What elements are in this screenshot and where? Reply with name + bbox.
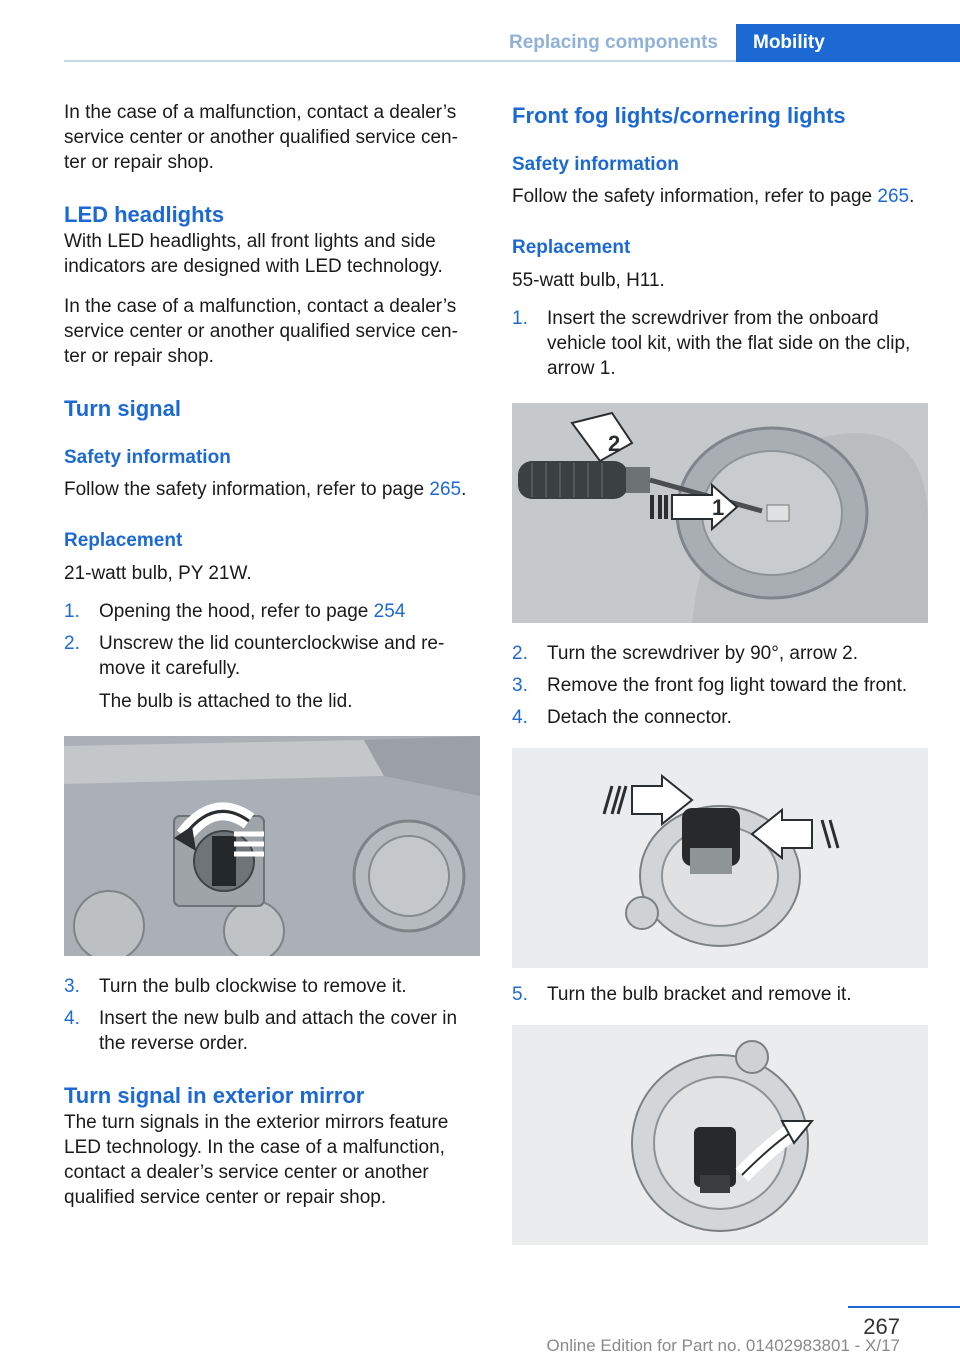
footer-rule: [848, 1306, 960, 1308]
fog-replacement-heading: Replacement: [512, 237, 631, 258]
turn-step-2-note: The bulb is attached to the lid.: [99, 691, 353, 712]
mirror-paragraph: The turn signals in the exterior mirrors feature LED technology. In the case of a malfunction, contact a dealer’s service center or another qualified service center or repair shop.: [64, 1112, 449, 1208]
arrow-1-label: 1: [712, 495, 725, 520]
fog-bulb-spec: 55-watt bulb, H11.: [512, 270, 665, 291]
fog-lights-heading: Front fog lights/cornering lights: [512, 103, 846, 128]
turn-safety-text: Follow the safety information, refer to page 265.: [64, 479, 467, 500]
turn-replacement-heading: Replacement: [64, 530, 183, 551]
fog-safety-heading: Safety information: [512, 154, 679, 175]
mirror-turn-signal-heading: Turn signal in exterior mirror: [64, 1083, 365, 1108]
fog-step-3: 3. Remove the front fog light toward the front.: [512, 675, 908, 696]
header-chapter-tab: Mobility: [736, 24, 960, 62]
turn-step-4: 4. Insert the new bulb and attach the cover in the reverse order.: [64, 1008, 458, 1054]
fog-safety-text: Follow the safety information, refer to page 265.: [512, 186, 915, 207]
left-column: [64, 100, 480, 1210]
arrow-2-label: 2: [608, 431, 621, 456]
turn-bulb-spec: 21-watt bulb, PY 21W.: [64, 563, 252, 584]
fog-step-5: 5. Turn the bulb bracket and remove it.: [512, 984, 852, 1005]
turn-safety-page-link[interactable]: 265: [429, 479, 462, 500]
edition-footer: Online Edition for Part no. 01402983801 - X/17: [546, 1336, 900, 1355]
page-number: 267: [863, 1314, 900, 1339]
led-paragraph-1: With LED headlights, all front lights and side indicators are designed with LED technology.: [64, 231, 443, 277]
fog-step-4: 4. Detach the connector.: [512, 707, 732, 728]
turn-step-3: 3. Turn the bulb clockwise to remove it.: [64, 976, 407, 997]
right-column: [512, 100, 928, 1245]
fog-light-screwdriver-illustration: [512, 403, 928, 623]
turn-signal-lid-illustration: [64, 736, 480, 956]
led-paragraph-2: In the case of a malfunction, contact a dealer’s service center or another qualified service cen‐ter or repair shop.: [64, 296, 458, 367]
bulb-bracket-illustration: [512, 1025, 928, 1245]
header-section-title: Replacing components: [508, 32, 718, 53]
intro-paragraph: In the case of a malfunction, contact a dealer’s service center or another qualified service cen‐ter or repair shop.: [64, 102, 458, 173]
turn-step-2: 2. Unscrew the lid counterclockwise and re‐move it carefully. The bulb is attached to the lid.: [64, 631, 480, 714]
fog-connector-illustration: [512, 748, 928, 968]
turn-safety-heading: Safety information: [64, 447, 231, 468]
led-headlights-heading: LED headlights: [64, 202, 225, 227]
turn-signal-heading: Turn signal: [64, 396, 181, 421]
hood-page-link[interactable]: 254: [373, 601, 406, 622]
fog-step-2: 2. Turn the screwdriver by 90°, arrow 2.: [512, 643, 859, 664]
fog-step-1: 1. Insert the screwdriver from the onboard vehicle tool kit, with the flat side on the clip, arrow 1.: [512, 308, 911, 379]
turn-step-1: 1. Opening the hood, refer to page 254: [64, 601, 406, 622]
fog-safety-page-link[interactable]: 265: [877, 186, 910, 207]
